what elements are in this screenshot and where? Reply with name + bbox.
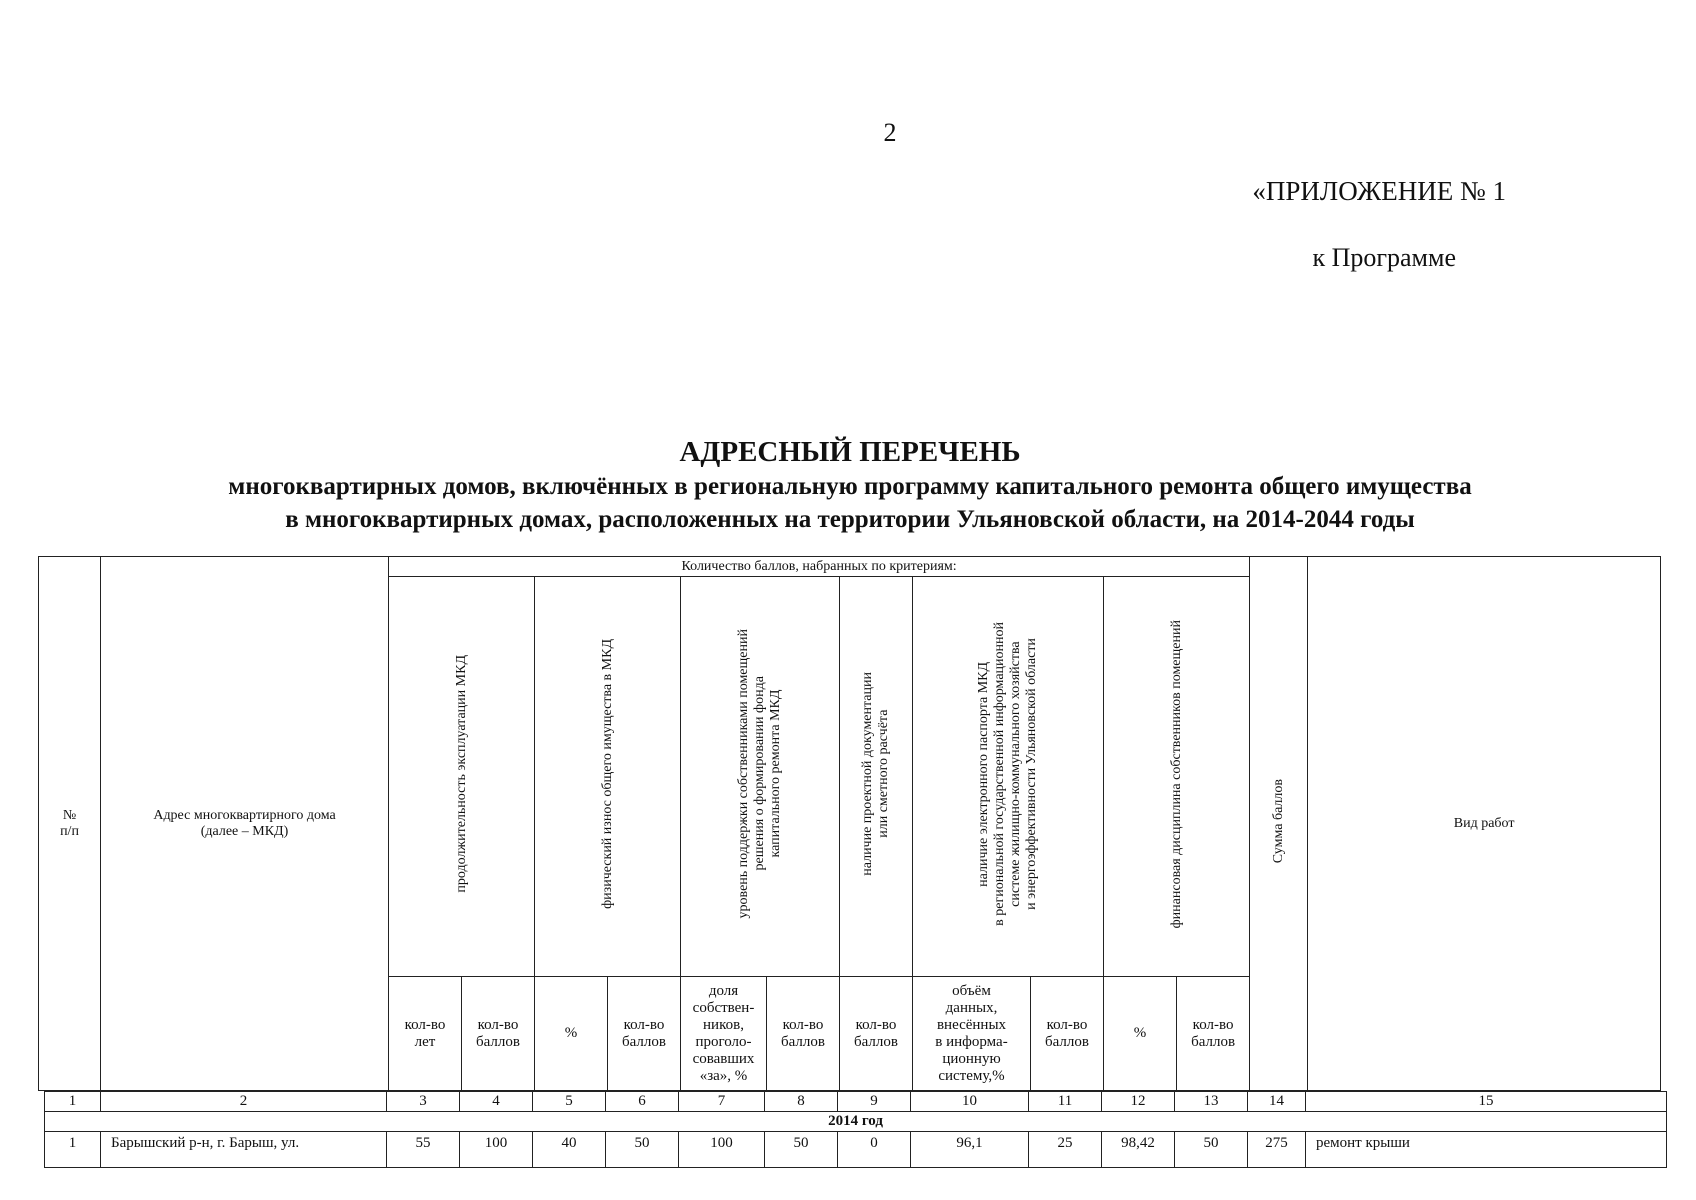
column-number: 5: [533, 1092, 606, 1112]
header-work-type: Вид работ: [1308, 557, 1661, 1091]
header-criterion-operation: продолжительность эксплуатации МКД: [389, 577, 535, 977]
header-criteria-group: Количество баллов, набранных по критериям:: [389, 557, 1250, 577]
subheader-cell: кол-во лет: [389, 977, 462, 1091]
subheader-cell: %: [535, 977, 608, 1091]
column-number: 7: [679, 1092, 765, 1112]
subheader-cell: кол-во баллов: [840, 977, 913, 1091]
column-number: 14: [1248, 1092, 1306, 1112]
row-number: 1: [45, 1132, 101, 1168]
header-table: [38, 556, 1661, 1091]
data-table: [44, 1091, 1667, 1168]
column-number: 1: [45, 1092, 101, 1112]
subheader-cell: кол-во баллов: [608, 977, 681, 1091]
row-cell: 25: [1029, 1132, 1102, 1168]
column-number: 3: [387, 1092, 460, 1112]
row-cell: 40: [533, 1132, 606, 1168]
column-number: 10: [911, 1092, 1029, 1112]
row-cell: 50: [1175, 1132, 1248, 1168]
row-cell: 98,42: [1102, 1132, 1175, 1168]
header-criterion-wear: физический износ общего имущества в МКД: [535, 577, 681, 977]
subheader-cell: кол-во баллов: [1177, 977, 1250, 1091]
row-cell: 50: [765, 1132, 838, 1168]
column-number: 9: [838, 1092, 911, 1112]
row-address: Барышский р-н, г. Барыш, ул.: [101, 1132, 387, 1168]
title-main: АДРЕСНЫЙ ПЕРЕЧЕНЬ: [679, 436, 1021, 468]
subheader-cell: объём данных, внесённых в информа- ционную систему,%: [913, 977, 1031, 1091]
column-number: 2: [101, 1092, 387, 1112]
subheader-cell: кол-во баллов: [1031, 977, 1104, 1091]
header-criterion-finance: финансовая дисциплина собственников помещений: [1104, 577, 1250, 977]
year-label: 2014 год: [45, 1112, 1667, 1132]
appendix-label: «ПРИЛОЖЕНИЕ № 1: [1252, 176, 1506, 206]
column-number: 12: [1102, 1092, 1175, 1112]
row-cell: 100: [460, 1132, 533, 1168]
header-address: Адрес многоквартирного дома (далее – МКД): [101, 557, 389, 1091]
column-number-row: [45, 1092, 1667, 1112]
column-number: 8: [765, 1092, 838, 1112]
row-cell: 55: [387, 1132, 460, 1168]
row-cell: 50: [606, 1132, 679, 1168]
column-number: 6: [606, 1092, 679, 1112]
header-criterion-e-passport: наличие электронного паспорта МКД в региональной государственной информационной системе жилищно-коммунального хозяйства и энергоэффективности Ульяновской области: [913, 577, 1104, 977]
header-criterion-support: уровень поддержки собственниками помещений решения о формировании фонда капитального ремонта МКД: [681, 577, 840, 977]
header-number: № п/п: [39, 557, 101, 1091]
row-work-type: ремонт крыши: [1306, 1132, 1667, 1168]
year-row: [45, 1112, 1667, 1132]
row-cell: 96,1: [911, 1132, 1029, 1168]
page-number: 2: [883, 118, 897, 147]
row-cell: 100: [679, 1132, 765, 1168]
row-sum: 275: [1248, 1132, 1306, 1168]
subheader-cell: доля собствен- ников, проголо- совавших «за», %: [681, 977, 767, 1091]
subheader-cell: кол-во баллов: [767, 977, 840, 1091]
row-cell: 0: [838, 1132, 911, 1168]
header-criterion-project-docs: наличие проектной документации или сметного расчёта: [840, 577, 913, 977]
column-number: 4: [460, 1092, 533, 1112]
column-number: 15: [1306, 1092, 1667, 1112]
column-number: 11: [1029, 1092, 1102, 1112]
column-number: 13: [1175, 1092, 1248, 1112]
title-line-2: в многоквартирных домах, расположенных на территории Ульяновской области, на 2014-2044 годы: [285, 506, 1415, 533]
program-label: к Программе: [1312, 243, 1456, 272]
document-title: [60, 434, 1640, 536]
header-sum: Сумма баллов: [1250, 557, 1308, 1091]
subheader-cell: кол-во баллов: [462, 977, 535, 1091]
subheader-cell: %: [1104, 977, 1177, 1091]
table-row: [45, 1132, 1667, 1168]
title-line-1: многоквартирных домов, включённых в региональную программу капитального ремонта общего имущества: [228, 473, 1472, 500]
